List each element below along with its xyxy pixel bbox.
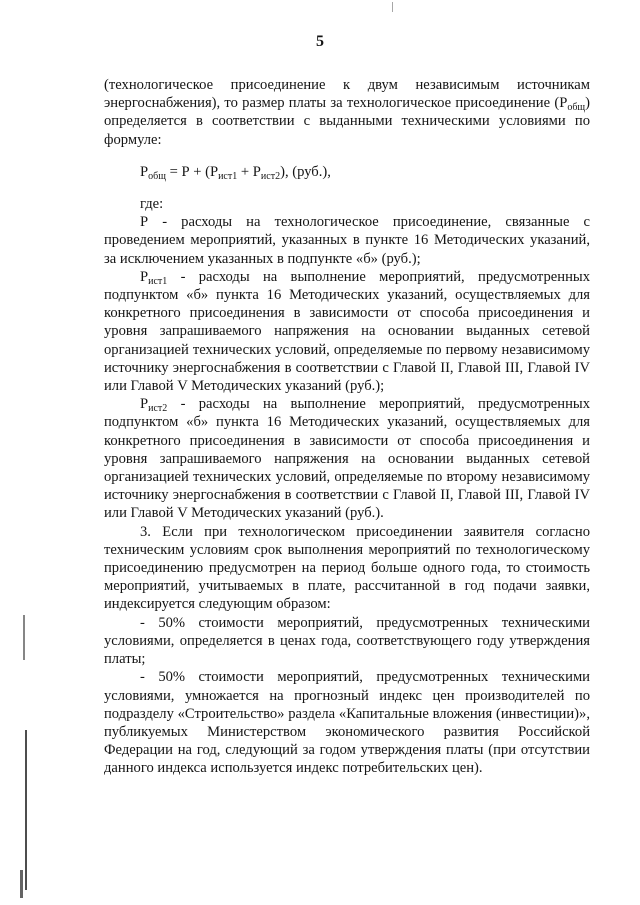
where-label: где: <box>140 196 164 213</box>
formula-part: ), (руб.), <box>280 163 331 180</box>
formula-part: + Р <box>237 163 261 180</box>
paragraph-text: ) определяется в соответствии с выданными техническими условиями по формуле: <box>104 95 590 148</box>
subscript: ист2 <box>260 170 281 182</box>
definition-p-ist2 <box>104 395 590 522</box>
page-number: 5 <box>316 33 324 50</box>
definition-symbol: Р <box>140 214 149 231</box>
formula-symbol: Р <box>140 163 149 180</box>
definition-text: - расходы на выполнение мероприятий, предусмотренных подпунктом «б» пункта 16 Методических указаний, осуществляемых для конкретного присоединения в зависимости от способа присоединения и уровня запрашиваемого напряжения на основании выданных сетевой организацией технических условий, определяемые по первому независимому источнику энергоснабжения в соответствии с Главой II, Главой III, Главой IV или Главой V Методических указаний (руб.); <box>104 268 590 395</box>
definition-text: - расходы на выполнение мероприятий, предусмотренных подпунктом «б» пункта 16 Методических указаний, осуществляемых для конкретного присоединения в зависимости от способа присоединения и уровня запрашиваемого напряжения на основании выданных сетевой организацией технических условий, определяемые по второму независимому источнику энергоснабжения в соответствии с Главой II, Главой III, Главой IV или Главой V Методических указаний (руб.). <box>104 396 590 522</box>
definition-text: - расходы на технологическое присоединение, связанные с проведением мероприятий, указанных в пункте 16 Методических указаний, за исключением указанных в подпункте «б» (руб.); <box>104 214 590 267</box>
definition-p-ist1 <box>104 268 590 395</box>
formula-part: = Р + (Р <box>165 163 219 180</box>
paragraph-text: (технологическое присоединение к двум независимым источникам энергоснабжения), то размер платы за технологическое присоединение (Р <box>104 77 590 112</box>
body-text <box>104 76 590 778</box>
scan-artifact <box>20 870 23 898</box>
formula <box>104 163 590 181</box>
definition-symbol: Р <box>140 268 149 285</box>
item-3: 3. Если при технологическом присоединении заявителя согласно техническим условиям срок выполнения мероприятий по технологическому присоединению предусмотрен на период больше одного года, то стоимость мероприятий, учитываемых в плате, рассчитанной в год подачи заявки, индексируется следующим образом: <box>104 523 590 613</box>
scan-artifact <box>25 730 27 890</box>
definition-symbol: Р <box>140 396 149 413</box>
subscript: общ <box>148 170 166 182</box>
scan-artifact <box>23 615 25 660</box>
bullet-1: - 50% стоимости мероприятий, предусмотренных техническими условиями, определяется в ценах года, соответствующего году утверждения платы; <box>104 614 590 668</box>
paragraph-intro <box>104 76 590 149</box>
subscript: ист1 <box>148 275 168 287</box>
subscript: ист2 <box>148 403 168 415</box>
subscript: ист1 <box>218 170 238 182</box>
bullet-2: - 50% стоимости мероприятий, предусмотренных техническими условиями, умножается на прогнозный индекс цен производителей по подразделу «Строительство» раздела «Капитальные вложения (инвестиции)», публикуемых Министерством экономического развития Российской Федерации на год, следующий за годом утверждения платы (при отсутствии данного индекса используется индекс потребительских цен). <box>104 669 590 777</box>
definition-p <box>104 213 590 268</box>
subscript: общ <box>567 102 586 114</box>
scan-artifact <box>392 2 393 12</box>
